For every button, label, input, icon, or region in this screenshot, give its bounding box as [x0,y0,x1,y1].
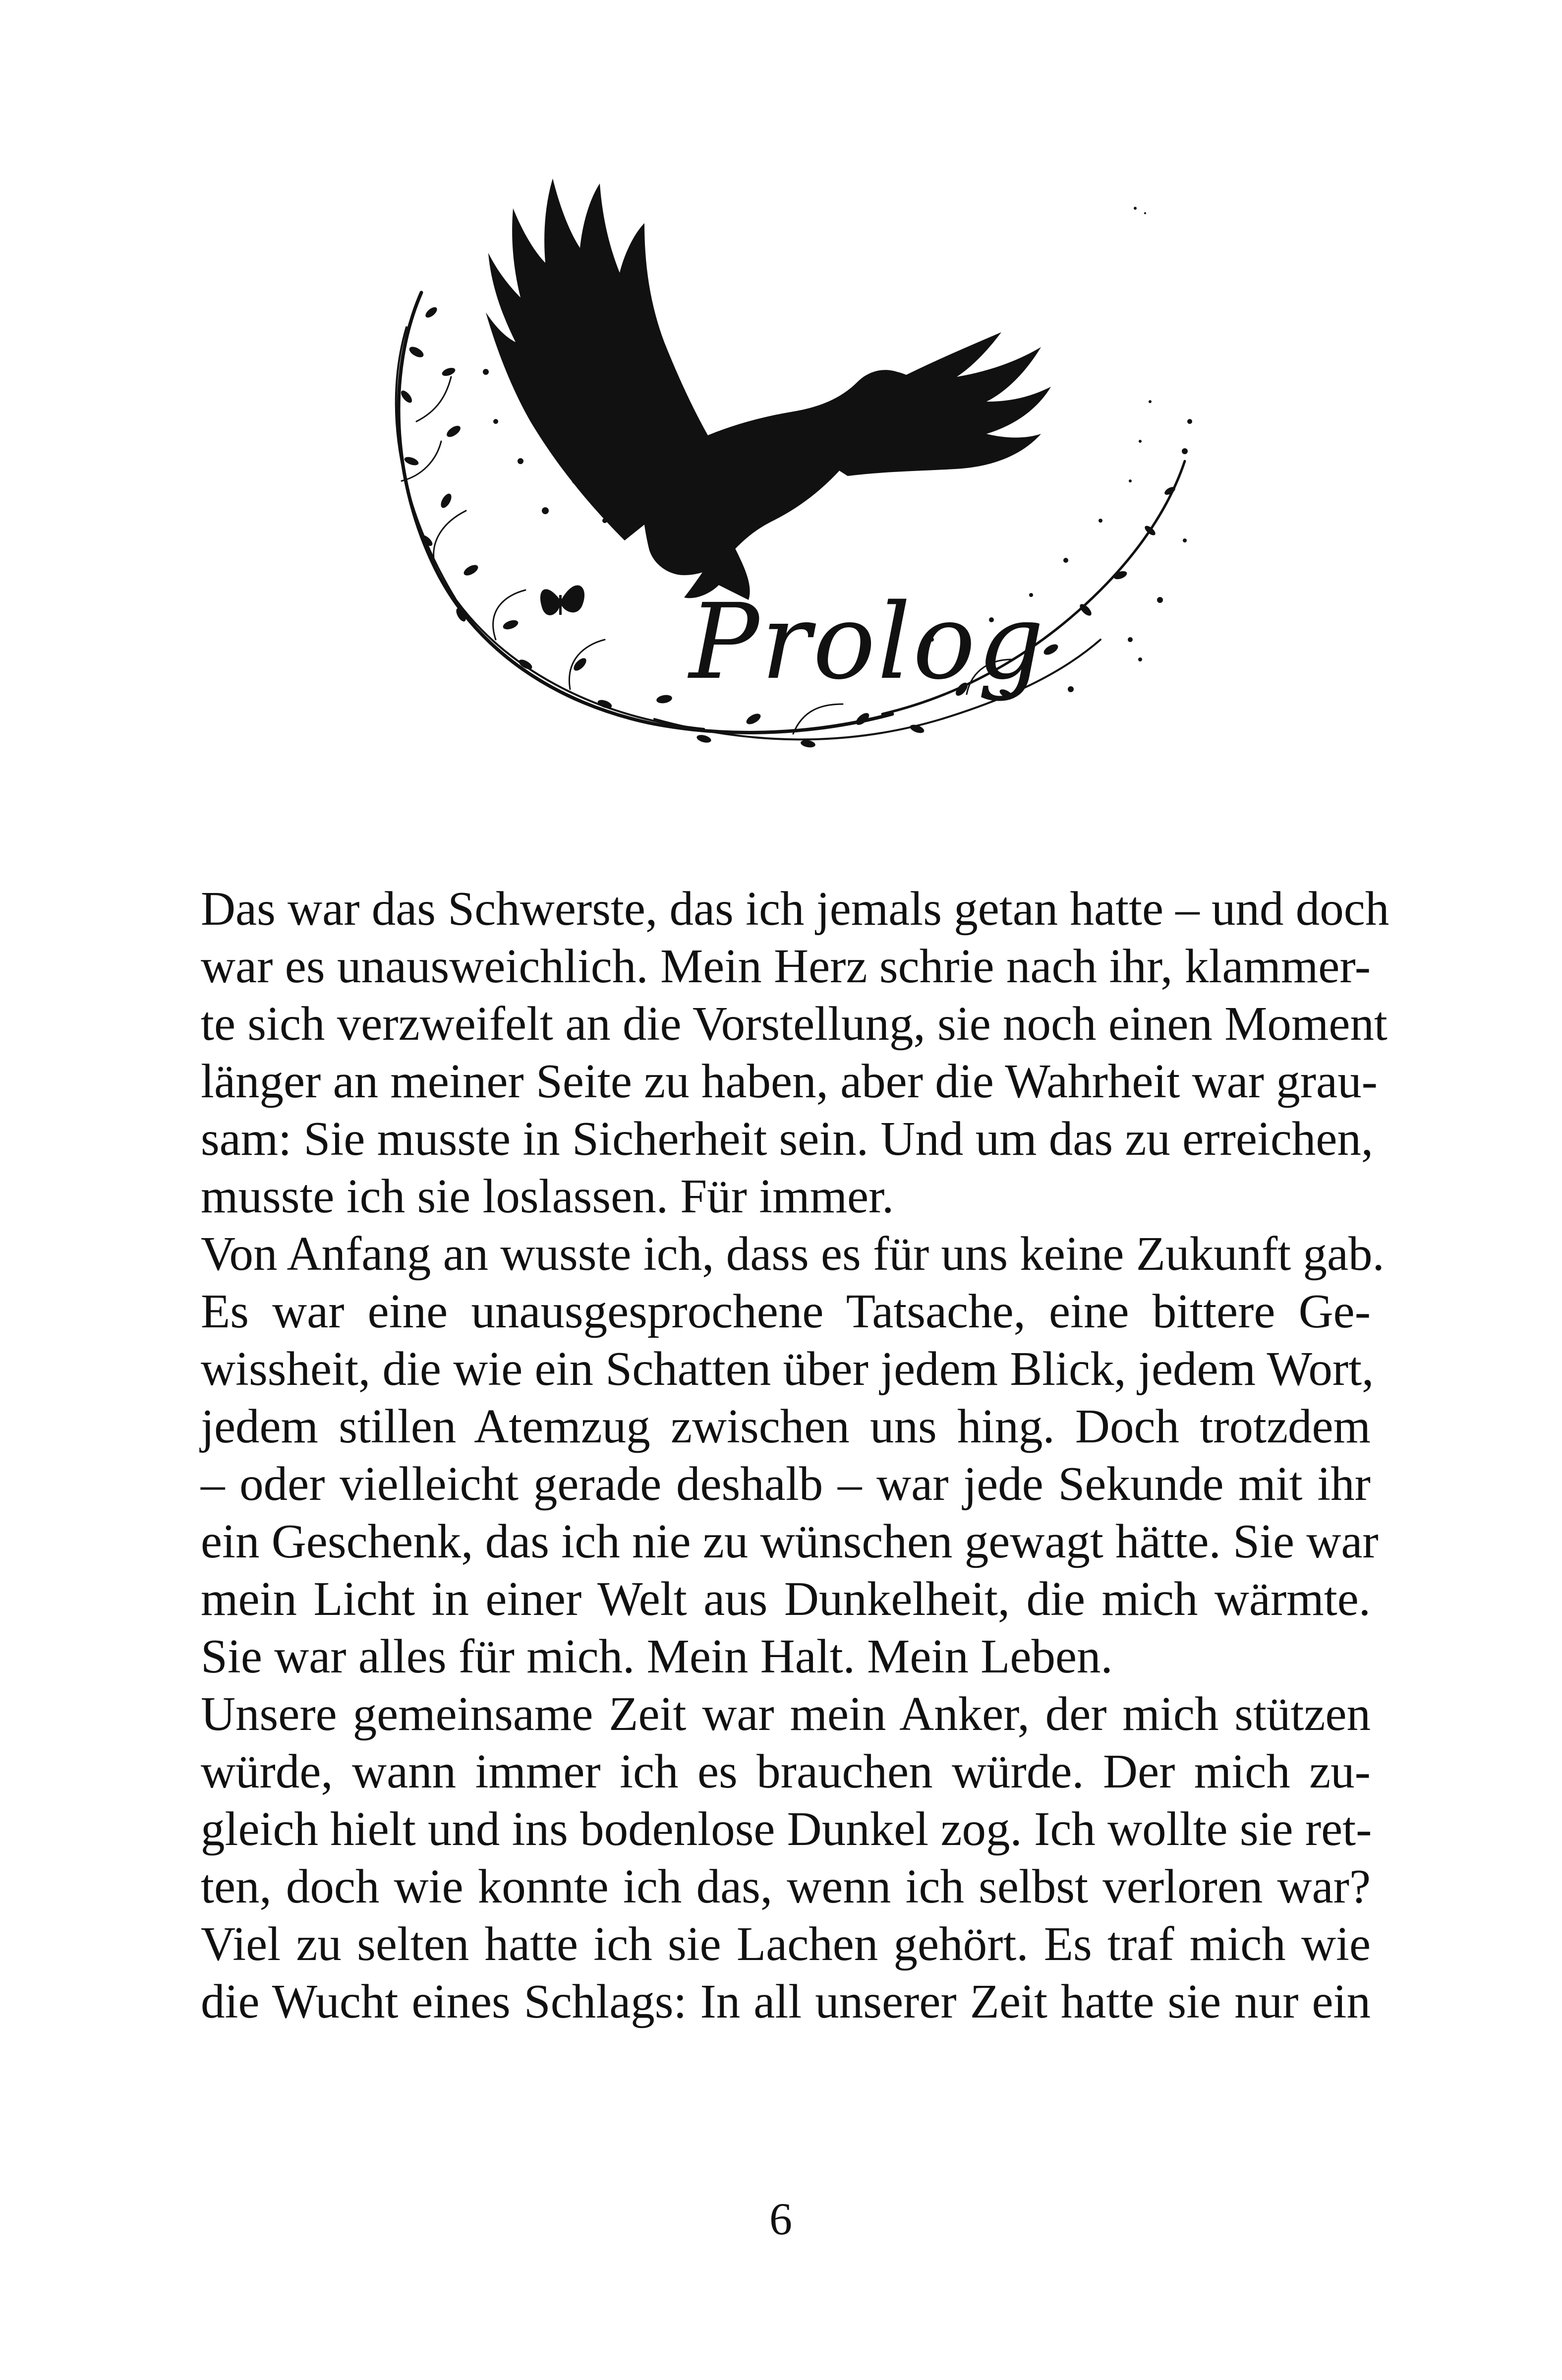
text-line: Sie war alles für mich. Mein Halt. Mein Leben. [201,1630,1113,1683]
raven-icon [486,178,1051,600]
text-line: Von Anfang an wusste ich, dass es für uns keine Zukunft gab. [201,1227,1385,1280]
text-line: die Wucht eines Schlags: In all unserer Zeit hatte sie nur ein [201,1975,1371,2028]
text-line: – oder vielleicht gerade deshalb – war jede Sekunde mit ihr [201,1457,1371,1510]
text-line: sam: Sie musste in Sicherheit sein. Und um das zu erreichen, [201,1112,1374,1165]
text-line: war es unausweichlich. Mein Herz schrie nach ihr, klammer- [201,940,1371,993]
chapter-body-text [201,880,1389,2030]
text-line: Es war eine unausgesprochene Tatsache, eine bittere Ge- [201,1285,1371,1338]
chapter-title: Prolog [689,581,1046,703]
butterfly-icon [540,585,584,615]
text-line: Viel zu selten hatte ich sie Lachen gehört. Es traf mich wie [201,1917,1371,1970]
text-line: mein Licht in einer Welt aus Dunkelheit, die mich wärmte. [201,1572,1371,1625]
text-line: würde, wann immer ich es brauchen würde. Der mich zu- [201,1745,1371,1798]
text-line: te sich verzweifelt an die Vorstellung, sie noch einen Moment [201,997,1388,1050]
text-line: gleich hielt und ins bodenlose Dunkel zog. Ich wollte sie ret- [201,1802,1372,1855]
text-line: Das war das Schwerste, das ich jemals getan hatte – und doch [201,882,1389,935]
raven-wreath-illustration [347,164,1219,868]
text-line: jedem stillen Atemzug zwischen uns hing. Doch trotzdem [201,1400,1371,1453]
text-line: wissheit, die wie ein Schatten über jedem Blick, jedem Wort, [201,1342,1374,1395]
text-line: länger an meiner Seite zu haben, aber die Wahrheit war grau- [201,1055,1378,1108]
text-line: musste ich sie loslassen. Für immer. [201,1170,894,1223]
text-line: ein Geschenk, das ich nie zu wünschen gewagt hätte. Sie war [201,1515,1379,1568]
text-line: ten, doch wie konnte ich das, wenn ich selbst verloren war? [201,1860,1371,1913]
text-line: Unsere gemeinsame Zeit war mein Anker, der mich stützen [201,1687,1371,1740]
page-number: 6 [769,2194,792,2244]
